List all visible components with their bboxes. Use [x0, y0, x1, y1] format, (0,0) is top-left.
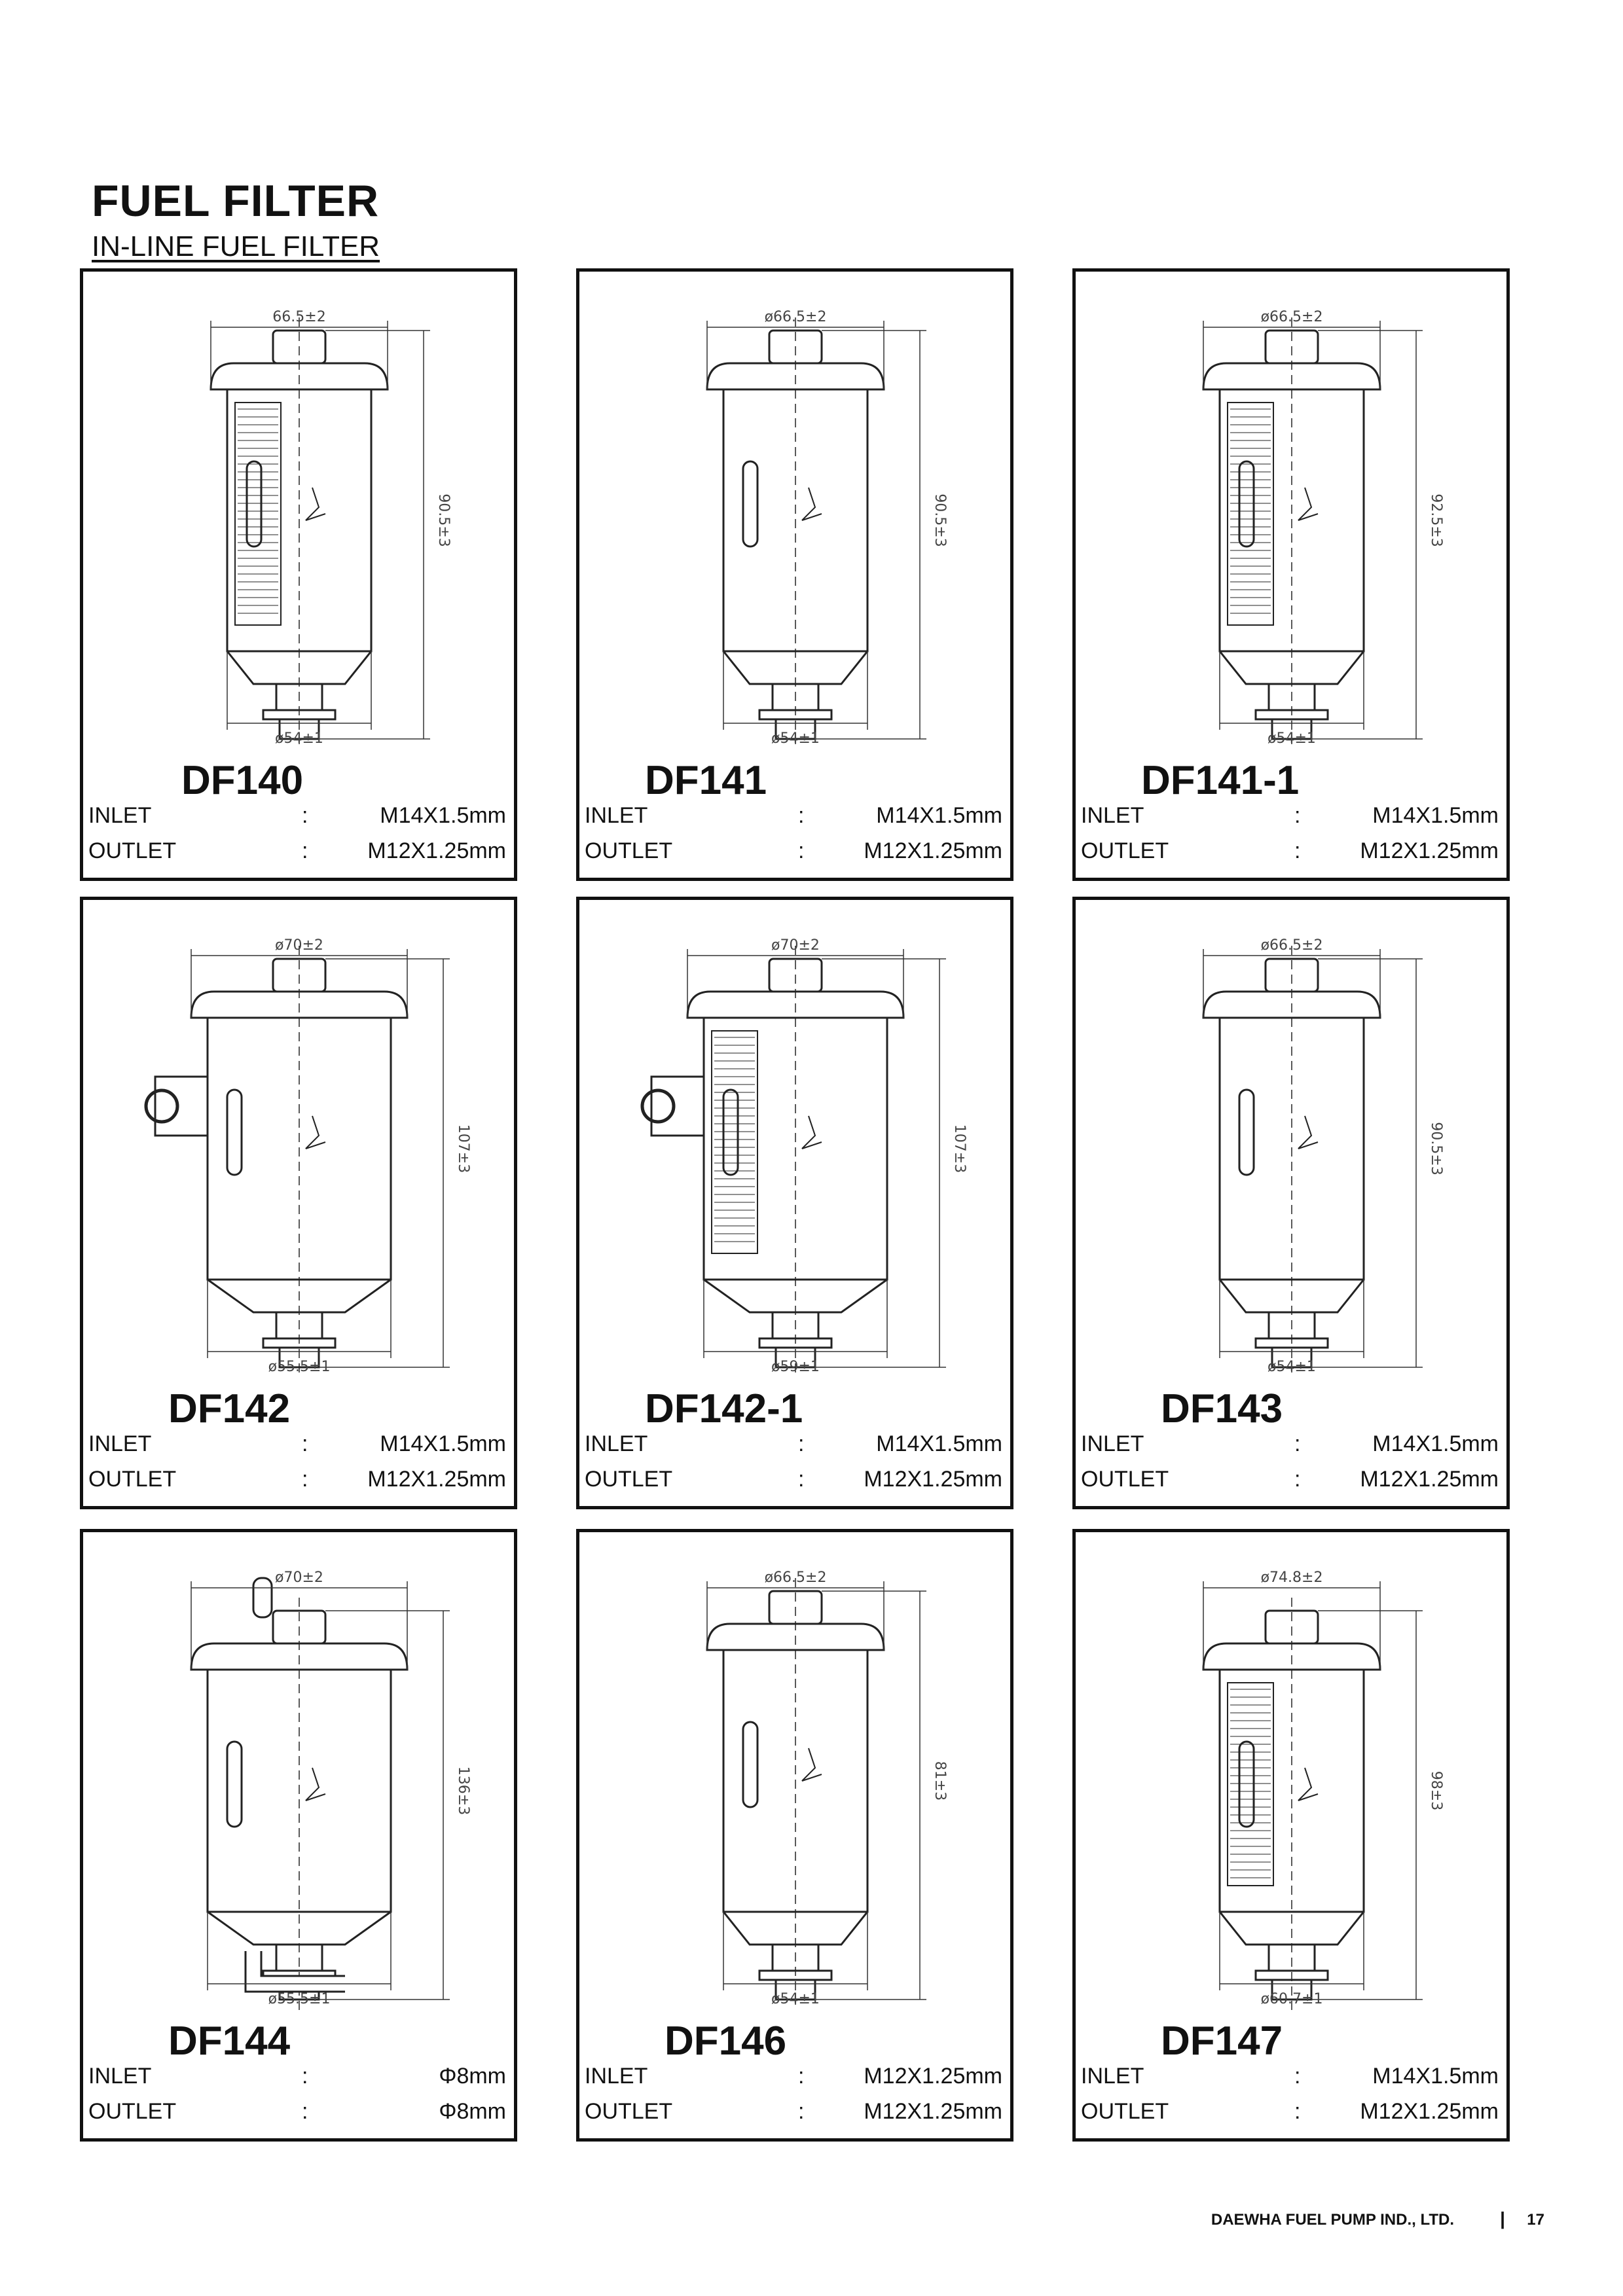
dimension-top-diameter: 66.5±2 — [272, 309, 326, 325]
product-card — [80, 268, 517, 881]
colon-separator: : — [798, 803, 805, 828]
product-card — [576, 1529, 1013, 2142]
colon-separator: : — [798, 1431, 805, 1456]
dimension-height: 90.5±3 — [932, 493, 948, 547]
inlet-spec-row — [88, 1431, 509, 1465]
outlet-spec-row — [88, 2099, 509, 2133]
product-card — [576, 268, 1013, 881]
model-number: DF141-1 — [1141, 758, 1300, 803]
filter-technical-drawing — [83, 272, 514, 776]
inlet-spec-row — [585, 803, 1005, 837]
model-number: DF141 — [645, 758, 767, 803]
dimension-top-diameter: ø70±2 — [275, 1570, 323, 1586]
inlet-thread-spec: M14X1.5mm — [1372, 803, 1499, 828]
dimension-top-diameter: ø66.5±2 — [1260, 309, 1323, 325]
product-card — [80, 1529, 517, 2142]
outlet-thread-spec: M12X1.25mm — [1360, 1467, 1499, 1492]
filter-technical-drawing — [579, 1532, 1010, 2036]
page-number: 17 — [1527, 2211, 1544, 2229]
outlet-thread-spec: M12X1.25mm — [367, 1467, 506, 1492]
inlet-thread-spec: Φ8mm — [439, 2064, 506, 2089]
dimension-top-diameter: ø66.5±2 — [1260, 937, 1323, 954]
page-subtitle: IN-LINE FUEL FILTER — [92, 230, 380, 262]
outlet-label: OUTLET — [585, 1467, 673, 1492]
outlet-label: OUTLET — [88, 2099, 177, 2124]
inlet-label: INLET — [88, 803, 152, 828]
outlet-label: OUTLET — [1081, 1467, 1169, 1492]
filter-technical-drawing — [83, 900, 514, 1404]
colon-separator: : — [302, 2099, 308, 2124]
product-card — [576, 897, 1013, 1509]
dimension-top-diameter: ø70±2 — [275, 937, 323, 954]
model-number: DF143 — [1161, 1386, 1283, 1431]
dimension-bottom-diameter: ø60.7±1 — [1260, 1991, 1323, 2007]
outlet-label: OUTLET — [585, 2099, 673, 2124]
filter-technical-drawing — [1076, 1532, 1506, 2036]
model-number: DF144 — [168, 2018, 291, 2064]
dimension-height: 90.5±3 — [435, 493, 452, 547]
dimension-height: 90.5±3 — [1428, 1122, 1444, 1175]
inlet-spec-row — [1081, 803, 1501, 837]
model-number: DF146 — [665, 2018, 787, 2064]
model-number: DF147 — [1161, 2018, 1283, 2064]
dimension-top-diameter: ø66.5±2 — [764, 1570, 827, 1586]
inlet-spec-row — [1081, 1431, 1501, 1465]
colon-separator: : — [302, 803, 308, 828]
filter-technical-drawing — [579, 272, 1010, 776]
outlet-thread-spec: M12X1.25mm — [1360, 2099, 1499, 2124]
outlet-label: OUTLET — [1081, 2099, 1169, 2124]
inlet-spec-row — [585, 2064, 1005, 2098]
footer-separator: | — [1500, 2208, 1505, 2229]
inlet-thread-spec: M14X1.5mm — [1372, 1431, 1499, 1456]
dimension-bottom-diameter: ø54±1 — [1267, 730, 1316, 747]
inlet-thread-spec: M14X1.5mm — [876, 1431, 1002, 1456]
dimension-bottom-diameter: ø54±1 — [275, 730, 323, 747]
dimension-bottom-diameter: ø54±1 — [1267, 1359, 1316, 1375]
outlet-spec-row — [585, 2099, 1005, 2133]
outlet-thread-spec: M12X1.25mm — [1360, 838, 1499, 863]
outlet-label: OUTLET — [1081, 838, 1169, 863]
dimension-height: 92.5±3 — [1428, 493, 1444, 547]
page-title: FUEL FILTER — [92, 176, 380, 226]
outlet-spec-row — [585, 838, 1005, 872]
outlet-spec-row — [1081, 1467, 1501, 1501]
outlet-thread-spec: M12X1.25mm — [864, 1467, 1002, 1492]
inlet-label: INLET — [585, 803, 648, 828]
filter-technical-drawing — [1076, 272, 1506, 776]
dimension-bottom-diameter: ø59±1 — [771, 1359, 820, 1375]
filter-technical-drawing — [83, 1532, 514, 2036]
colon-separator: : — [302, 1431, 308, 1456]
inlet-spec-row — [88, 2064, 509, 2098]
outlet-thread-spec: M12X1.25mm — [864, 2099, 1002, 2124]
colon-separator: : — [302, 2064, 308, 2089]
outlet-spec-row — [1081, 838, 1501, 872]
dimension-height: 98±3 — [1428, 1770, 1444, 1811]
inlet-thread-spec: M12X1.25mm — [864, 2064, 1002, 2089]
dimension-height: 107±3 — [951, 1124, 968, 1174]
dimension-top-diameter: ø74.8±2 — [1260, 1570, 1323, 1586]
dimension-top-diameter: ø66.5±2 — [764, 309, 827, 325]
outlet-label: OUTLET — [88, 838, 177, 863]
colon-separator: : — [1294, 2064, 1301, 2089]
colon-separator: : — [302, 1467, 308, 1492]
dimension-bottom-diameter: ø55.5±1 — [268, 1991, 331, 2007]
inlet-thread-spec: M14X1.5mm — [876, 803, 1002, 828]
filter-technical-drawing — [1076, 900, 1506, 1404]
outlet-thread-spec: Φ8mm — [439, 2099, 506, 2124]
outlet-thread-spec: M12X1.25mm — [864, 838, 1002, 863]
dimension-height: 136±3 — [455, 1766, 471, 1816]
colon-separator: : — [798, 2064, 805, 2089]
colon-separator: : — [798, 2099, 805, 2124]
dimension-bottom-diameter: ø54±1 — [771, 1991, 820, 2007]
inlet-thread-spec: M14X1.5mm — [380, 803, 506, 828]
inlet-spec-row — [88, 803, 509, 837]
outlet-spec-row — [1081, 2099, 1501, 2133]
outlet-label: OUTLET — [585, 838, 673, 863]
outlet-label: OUTLET — [88, 1467, 177, 1492]
colon-separator: : — [1294, 1431, 1301, 1456]
colon-separator: : — [1294, 1467, 1301, 1492]
product-card — [80, 897, 517, 1509]
inlet-label: INLET — [88, 1431, 152, 1456]
dimension-height: 107±3 — [455, 1124, 471, 1174]
dimension-top-diameter: ø70±2 — [771, 937, 820, 954]
inlet-label: INLET — [1081, 803, 1144, 828]
outlet-spec-row — [88, 838, 509, 872]
outlet-spec-row — [585, 1467, 1005, 1501]
inlet-spec-row — [1081, 2064, 1501, 2098]
product-card — [1072, 1529, 1510, 2142]
colon-separator: : — [1294, 2099, 1301, 2124]
dimension-bottom-diameter: ø54±1 — [771, 730, 820, 747]
dimension-height: 81±3 — [932, 1761, 948, 1801]
colon-separator: : — [798, 1467, 805, 1492]
model-number: DF140 — [181, 758, 304, 803]
colon-separator: : — [1294, 803, 1301, 828]
inlet-label: INLET — [88, 2064, 152, 2089]
footer-company-name: DAEWHA FUEL PUMP IND., LTD. — [1211, 2211, 1454, 2229]
outlet-thread-spec: M12X1.25mm — [367, 838, 506, 863]
inlet-label: INLET — [585, 1431, 648, 1456]
model-number: DF142-1 — [645, 1386, 803, 1431]
model-number: DF142 — [168, 1386, 291, 1431]
colon-separator: : — [1294, 838, 1301, 863]
outlet-spec-row — [88, 1467, 509, 1501]
product-card — [1072, 897, 1510, 1509]
dimension-bottom-diameter: ø55.5±1 — [268, 1359, 331, 1375]
colon-separator: : — [798, 838, 805, 863]
product-card — [1072, 268, 1510, 881]
inlet-label: INLET — [585, 2064, 648, 2089]
inlet-thread-spec: M14X1.5mm — [1372, 2064, 1499, 2089]
filter-technical-drawing — [579, 900, 1010, 1404]
inlet-label: INLET — [1081, 2064, 1144, 2089]
inlet-spec-row — [585, 1431, 1005, 1465]
inlet-thread-spec: M14X1.5mm — [380, 1431, 506, 1456]
colon-separator: : — [302, 838, 308, 863]
inlet-label: INLET — [1081, 1431, 1144, 1456]
